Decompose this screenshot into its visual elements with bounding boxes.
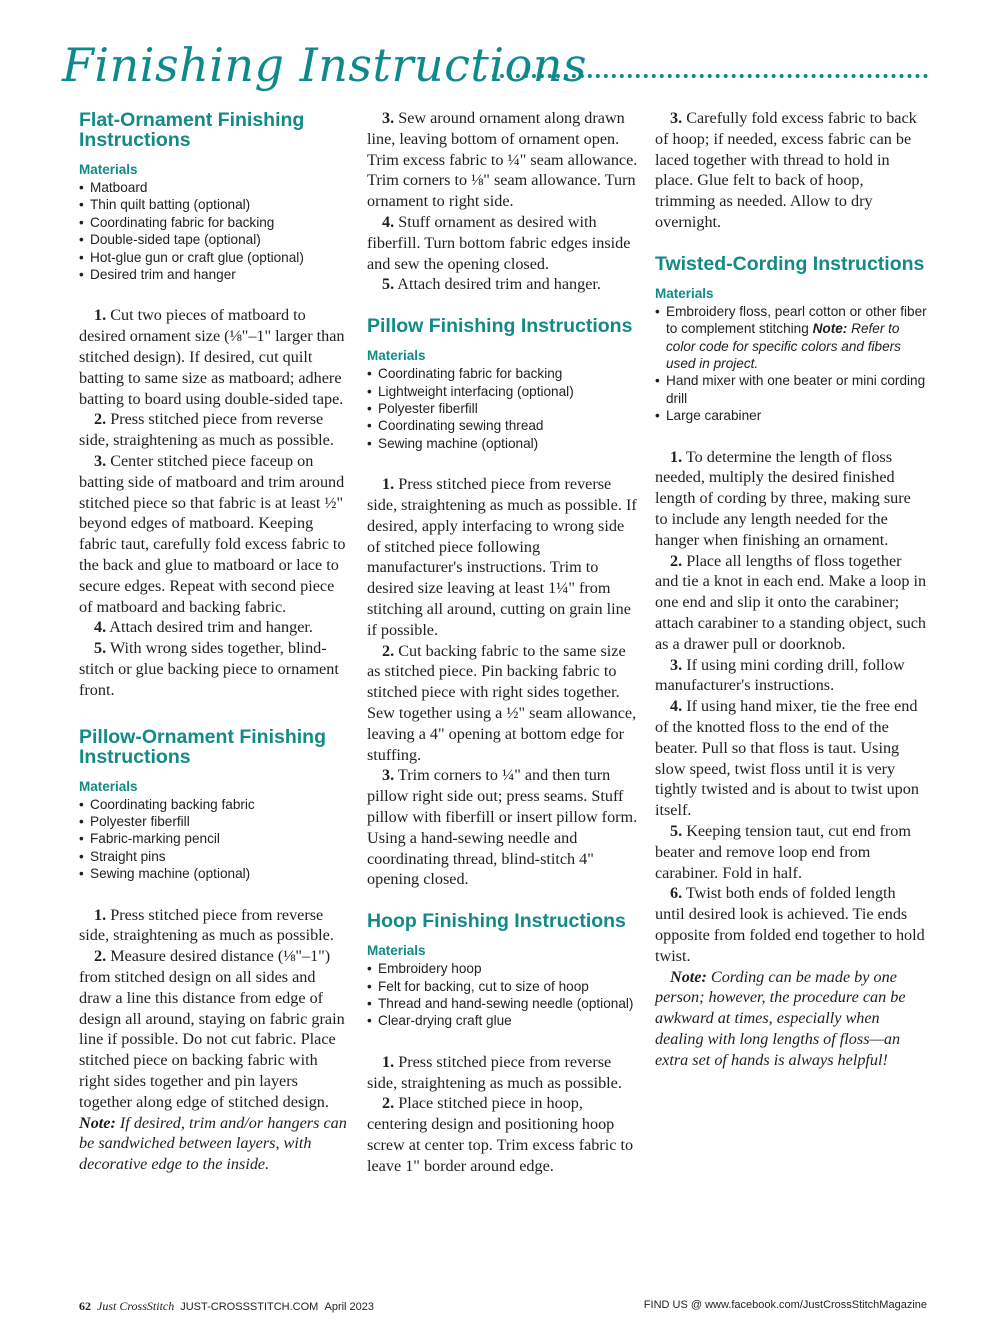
title-dotted-rule <box>492 74 928 78</box>
hoop-heading: Hoop Finishing Instructions <box>367 910 626 933</box>
list-item: • Polyester fiberfill <box>367 400 639 417</box>
list-item: • Sewing machine (optional) <box>79 865 351 882</box>
list-item: • Polyester fiberfill <box>79 813 351 830</box>
twisted-cording-heading: Twisted-Cording Instructions <box>655 252 925 275</box>
twisted-step: 3. If using mini cording drill, follow manufacturer's instructions. <box>655 655 905 695</box>
twisted-step: 2. Place all lengths of floss together and tie a knot in each end. Make a loop in one end and slip it onto the carabiner; attach carabiner to a standing object, such as a drawer pull or doorknob. <box>655 551 927 653</box>
pillow-ornament-materials-label: Materials <box>79 778 138 794</box>
list-item: • Coordinating sewing thread <box>367 417 639 434</box>
twisted-step: 5. Keeping tension taut, cut end from beater and remove loop end from carabiner. Fold in half. <box>655 821 911 882</box>
twisted-cording-materials-label: Materials <box>655 285 714 301</box>
social-link: FIND US @ www.facebook.com/JustCrossStitchMagazine <box>643 1299 927 1311</box>
twisted-step: 4. If using hand mixer, tie the free end of the knotted floss to the end of the beater. Pull so that floss is taut. Using slow speed, twist floss until it is very tightly twisted and is about to twist upon itself. <box>655 697 919 820</box>
list-item: • Sewing machine (optional) <box>367 435 639 452</box>
flat-step: 4. Attach desired trim and hanger. <box>94 618 313 637</box>
list-item: • Thread and hand-sewing needle (optional) <box>367 995 639 1012</box>
hoop-step: 3. Carefully fold excess fabric to back of hoop; if needed, excess fabric can be laced together with thread to hold in place. Glue felt to back of hoop, trimming as needed. Allow to dry overnight. <box>655 109 917 231</box>
twisted-note: Note: Cording can be made by one person; however, the procedure can be awkward at times, especially when dealing with long lengths of floss—an extra set of hands is always helpful! <box>655 967 906 1069</box>
page-header <box>62 38 928 98</box>
hoop-materials-list <box>367 960 639 1030</box>
page-footer <box>79 1299 927 1315</box>
pillow-ornament-step: 4. Stuff ornament as desired with fiberfill. Turn bottom fabric edges inside and sew the opening closed. <box>367 212 631 273</box>
pillow-ornament-step: 3. Sew around ornament along drawn line, leaving bottom of ornament open. Trim excess fabric to ¼" seam allowance. Trim corners to ⅛" seam allowance. Turn ornament to right side. <box>367 109 638 211</box>
list-item: • Hot-glue gun or craft glue (optional) <box>79 249 351 266</box>
issue-date: April 2023 <box>324 1301 375 1313</box>
list-item: • Straight pins <box>79 848 351 865</box>
twisted-step: 1. To determine the length of floss needed, multiply the desired finished length of cording by three, making sure to include any length needed for the hanger when finishing an ornament. <box>655 447 911 549</box>
twisted-cording-materials-list <box>655 303 927 425</box>
list-item: • Double-sided tape (optional) <box>79 231 351 248</box>
list-item: • Embroidery hoop <box>367 960 639 977</box>
pillow-ornament-step: 2. Measure desired distance (⅛"–1") from stitched design on all sides and draw a line this distance from edge of design all around, staying on fabric grain line if possible. Do not cut fabric. Place stitched piece on backing fabric with right sides together and pin layers together along edge of stitched design. Note: If desired, trim and/or hangers can be sandwiched between layers, with decorative edge to the inside. <box>79 947 347 1174</box>
magazine-name: Just CrossStitch <box>97 1299 175 1313</box>
twisted-step: 6. Twist both ends of folded length until desired look is achieved. Tie ends opposite from folded end together to hold twist. <box>655 884 925 965</box>
pillow-step: 2. Cut backing fabric to the same size as stitched piece. Pin backing fabric to stitched piece with right sides together. Sew together using a ½" seam allowance, leaving a 4" opening at bottom edge for stuffing. <box>367 641 637 764</box>
page-title: Finishing Instructions <box>62 38 587 92</box>
pillow-ornament-step: 5. Attach desired trim and hanger. <box>382 275 601 294</box>
flat-step: 5. With wrong sides together, blind-stitch or glue backing piece to ornament front. <box>79 639 339 699</box>
list-item: • Lightweight interfacing (optional) <box>367 383 639 400</box>
footer-left <box>79 1299 374 1314</box>
website: JUST-CROSSSTITCH.COM <box>180 1301 319 1313</box>
page-number: 62 <box>79 1299 91 1313</box>
hoop-step: 2. Place stitched piece in hoop, centering design and positioning hoop screw at center top. Trim excess fabric to leave 1" border around edge. <box>367 1094 634 1175</box>
list-item: • Fabric-marking pencil <box>79 830 351 847</box>
flat-ornament-heading: Flat-Ornament Finishing Instructions <box>79 109 305 151</box>
pillow-heading: Pillow Finishing Instructions <box>367 315 633 338</box>
flat-ornament-materials-label: Materials <box>79 162 138 177</box>
pillow-materials-list <box>367 365 639 452</box>
list-item: • Felt for backing, cut to size of hoop <box>367 978 639 995</box>
list-item: • Coordinating fabric for backing <box>79 214 351 231</box>
pillow-ornament-heading: Pillow-Ornament Finishing Instructions <box>79 725 327 768</box>
hoop-step: 1. Press stitched piece from reverse side, straightening as much as possible. <box>367 1052 622 1092</box>
list-item: • Matboard <box>79 179 351 196</box>
hoop-materials-label: Materials <box>367 943 426 959</box>
column-2 <box>367 108 639 1177</box>
pillow-step: 1. Press stitched piece from reverse side, straightening as much as possible. If desired, apply interfacing to wrong side of stitched piece following manufacturer's instructions. Trim to desired size leaving at least 1¼" from stitching all around, cutting on grain line if possible. <box>367 475 637 639</box>
flat-ornament-materials-list <box>79 179 351 283</box>
list-item: • Coordinating fabric for backing <box>367 365 639 382</box>
flat-step: 1. Cut two pieces of matboard to desired ornament size (⅛"–1" larger than stitched design). If desired, cut quilt batting to same size as matboard; adhere batting to board using double-sided tape. <box>79 306 345 408</box>
list-item: • Clear-drying craft glue <box>367 1012 639 1029</box>
pillow-materials-label: Materials <box>367 348 426 364</box>
list-item: • Hand mixer with one beater or mini cording drill <box>655 372 927 407</box>
pillow-step: 3. Trim corners to ¼" and then turn pillow right side out; press seams. Stuff pillow with fiberfill or insert pillow form. Using a hand-sewing needle and coordinating thread, blind-stitch 4" opening closed. <box>367 766 638 889</box>
list-item: • Desired trim and hanger <box>79 266 351 283</box>
flat-step: 3. Center stitched piece faceup on batting side of matboard and trim around stitched piece so that fabric is at least ½" beyond edges of matboard. Keeping fabric taut, carefully fold excess fabric to the back and glue to matboard or lace to secure edges. Repeat with second piece of matboard and backing fabric. <box>79 452 346 616</box>
column-3 <box>655 108 927 1071</box>
pillow-ornament-step: 1. Press stitched piece from reverse side, straightening as much as possible. <box>79 905 334 945</box>
column-1 <box>79 110 351 1175</box>
list-item: • Large carabiner <box>655 407 927 424</box>
list-item: • Thin quilt batting (optional) <box>79 196 351 213</box>
list-item: • Embroidery floss, pearl cotton or other fiber to complement stitching Note: Refer to color code for specific colors and fibers used in project. <box>655 303 927 373</box>
pillow-ornament-materials-list <box>79 796 351 883</box>
flat-step: 2. Press stitched piece from reverse side, straightening as much as possible. <box>79 410 334 450</box>
list-item: • Coordinating backing fabric <box>79 796 351 813</box>
